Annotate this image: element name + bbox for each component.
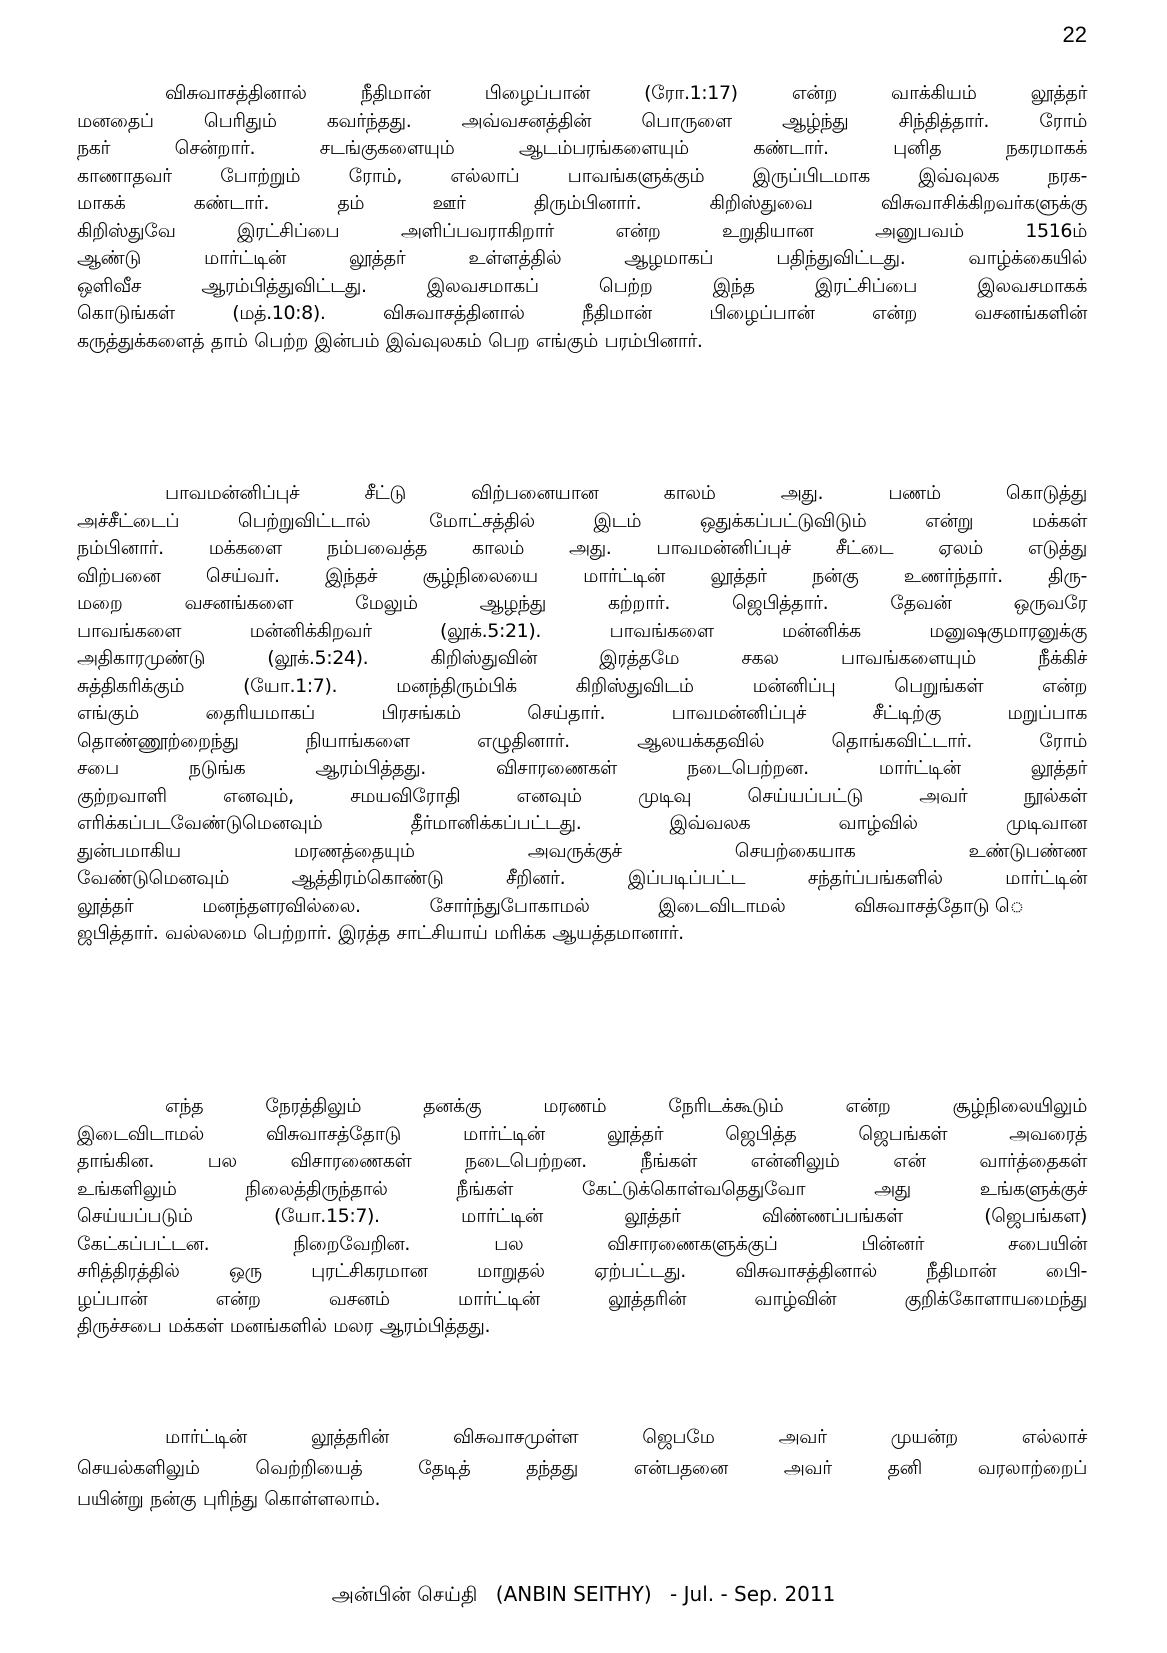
text-line: உங்களிலும் நிலைத்திருந்தால் நீங்கள் கேட்டுக்கொள்வதெதுவோ அது உங்களுக்குச்	[77, 1177, 1087, 1200]
text-line: தொண்ணூற்றைந்து நியாங்களை எழுதினார். ஆலயக்கதவில் தொங்கவிட்டார். ரோம்	[77, 729, 1087, 752]
text-line: எரிக்கப்படவேண்டுமெனவும் தீர்மானிக்கப்பட்டது. இவ்வலக வாழ்வில் முடிவான	[77, 812, 1087, 834]
text-line: ஆண்டு மார்ட்டின் லூத்தர் உள்ளத்தில் ஆழமாகப் பதிந்துவிட்டது. வாழ்க்கையில்	[77, 247, 1087, 269]
text-line: ழப்பான் என்ற வசனம் மார்ட்டின் லூத்தரின் வாழ்வின் குறிக்கோளாயமைந்து	[77, 1287, 1087, 1310]
paragraph-1	[77, 80, 1087, 355]
text-line: குற்றவாளி எனவும், சமயவிரோதி எனவும் முடிவு செய்யப்பட்டு அவர் நூல்கள்	[77, 784, 1087, 807]
text-line: மார்ட்டின் லூத்தரின் விசுவாசமுள்ள ஜெபமே அவர் முயன்ற எல்லாச்	[165, 1426, 1087, 1448]
page-number: 22	[1062, 22, 1087, 47]
footer-title-english: (ANBIN SEITHY)	[495, 1582, 652, 1606]
paragraph-2	[77, 480, 1087, 948]
text-line: சரித்திரத்தில் ஒரு புரட்சிகரமான மாறுதல் ஏற்பட்டது. விசுவாசத்தினால் நீதிமான் பிை-	[77, 1260, 1087, 1282]
text-line: கிறிஸ்துவே இரட்சிப்பை அளிப்பவராகிறார் என்ற உறுதியான அனுபவம் 1516ம்	[77, 219, 1087, 242]
text-line: கொடுங்கள் (மத்.10:8). விசுவாசத்தினால் நீதிமான் பிழைப்பான் என்ற வசனங்களின்	[77, 302, 1087, 324]
text-line: அச்சீட்டைப் பெற்றுவிட்டால் மோட்சத்தில் இடம் ஒதுக்கப்பட்டுவிடும் என்று மக்கள்	[77, 509, 1087, 532]
text-line: இடைவிடாமல் விசுவாசத்தோடு மார்ட்டின் லூத்தர் ஜெபித்த ஜெபங்கள் அவரைத்	[77, 1122, 1087, 1145]
text-line: லூத்தர் மனந்தளரவில்லை. சோர்ந்துபோகாமல் இடைவிடாமல் விசுவாசத்தோடு ெ	[77, 894, 1087, 917]
text-line: நம்பினார். மக்களை நம்பவைத்த காலம் அது. பாவமன்னிப்புச் சீட்டை ஏலம் எடுத்து	[77, 537, 1087, 559]
text-line: விசுவாசத்தினால் நீதிமான் பிழைப்பான் (ரோ.1:17) என்ற வாக்கியம் லூத்தர்	[165, 82, 1087, 104]
text-line: மனதைப் பெரிதும் கவர்ந்தது. அவ்வசனத்தின் பொருளை ஆழ்ந்து சிந்தித்தார். ரோம்	[77, 109, 1087, 132]
text-line: மறை வசனங்களை மேலும் ஆழந்து கற்றார். ஜெபித்தார். தேவன் ஒருவரே	[77, 592, 1087, 614]
text-line: கருத்துக்களைத் தாம் பெற்ற இன்பம் இவ்வுலகம் பெற எங்கும் பரம்பினார்.	[77, 329, 703, 352]
text-line: சுத்திகரிக்கும் (யோ.1:7). மனந்திரும்பிக் கிறிஸ்துவிடம் மன்னிப்பு பெறுங்கள் என்ற	[77, 674, 1087, 697]
text-line: ஒளிவீச ஆரம்பித்துவிட்டது. இலவசமாகப் பெற்ற இந்த இரட்சிப்பை இலவசமாகக்	[77, 274, 1087, 297]
text-line: மாகக் கண்டார். தம் ஊர் திரும்பினார். கிறிஸ்துவை விசுவாசிக்கிறவர்களுக்கு	[77, 192, 1087, 214]
text-line: சபை நடுங்க ஆரம்பித்தது. விசாரணைகள் நடைபெற்றன. மார்ட்டின் லூத்தர்	[77, 757, 1087, 779]
text-line: ஜபித்தார். வல்லமை பெற்றார். இரத்த சாட்சியாய் மரிக்க ஆயத்தமானார்.	[77, 922, 684, 944]
paragraph-3	[77, 1093, 1087, 1341]
text-line: அதிகாரமுண்டு (லூக்.5:24). கிறிஸ்துவின் இரத்தமே சகல பாவங்களையும் நீக்கிச்	[77, 647, 1087, 669]
text-line: எந்த நேரத்திலும் தனக்கு மரணம் நேரிடக்கூடும் என்ற சூழ்நிலையிலும்	[165, 1095, 1087, 1117]
footer-title-tamil: அன்பின் செய்தி	[331, 1582, 478, 1606]
text-line: விற்பனை செய்வர். இந்தச் சூழ்நிலையை மார்ட்டின் லூத்தர் நன்கு உணர்ந்தார். திரு-	[77, 564, 1087, 587]
text-line: பாவங்களை மன்னிக்கிறவர் (லூக்.5:21). பாவங்களை மன்னிக்க மனுஷகுமாரனுக்கு	[77, 619, 1087, 642]
page-footer	[0, 1582, 1167, 1609]
text-line: பயின்று நன்கு புரிந்து கொள்ளலாம்.	[77, 1488, 381, 1510]
text-line: நகர் சென்றார். சடங்குகளையும் ஆடம்பரங்களையும் கண்டார். புனித நகரமாகக்	[77, 137, 1087, 159]
text-line: துன்பமாகிய மரணத்தையும் அவருக்குச் செயற்கையாக உண்டுபண்ண	[77, 839, 1087, 862]
text-line: செய்யப்படும் (யோ.15:7). மார்ட்டின் லூத்தர் விண்ணப்பங்கள் (ஜெபங்கள)	[77, 1205, 1087, 1227]
text-line: எங்கும் தைரியமாகப் பிரசங்கம் செய்தார். பாவமன்னிப்புச் சீட்டிற்கு மறுப்பாக	[77, 702, 1087, 724]
text-line: காணாதவர் போற்றும் ரோம், எல்லாப் பாவங்களுக்கும் இருப்பிடமாக இவ்வுலக நரக-	[77, 164, 1087, 187]
text-line: வேண்டுமெனவும் ஆத்திரம்கொண்டு சீறினர். இப்படிப்பட்ட சந்தர்ப்பங்களில் மார்ட்டின்	[77, 867, 1087, 889]
footer-issue: - Jul. - Sep. 2011	[670, 1582, 836, 1606]
text-line: திருச்சபை மக்கள் மனங்களில் மலர ஆரம்பித்தது.	[77, 1315, 491, 1337]
text-line: தாங்கின. பல விசாரணைகள் நடைபெற்றன. நீங்கள் என்னிலும் என் வார்த்தைகள்	[77, 1150, 1087, 1172]
text-line: கேட்கப்பட்டன. நிறைவேறின. பல விசாரணைகளுக்குப் பின்னர் சபையின்	[77, 1232, 1087, 1255]
paragraph-4	[77, 1422, 1087, 1515]
text-line: பாவமன்னிப்புச் சீட்டு விற்பனையான காலம் அது. பணம் கொடுத்து	[165, 482, 1087, 504]
text-line: செயல்களிலும் வெற்றியைத் தேடித் தந்தது என்பதனை அவர் தனி வரலாற்றைப்	[77, 1457, 1087, 1479]
